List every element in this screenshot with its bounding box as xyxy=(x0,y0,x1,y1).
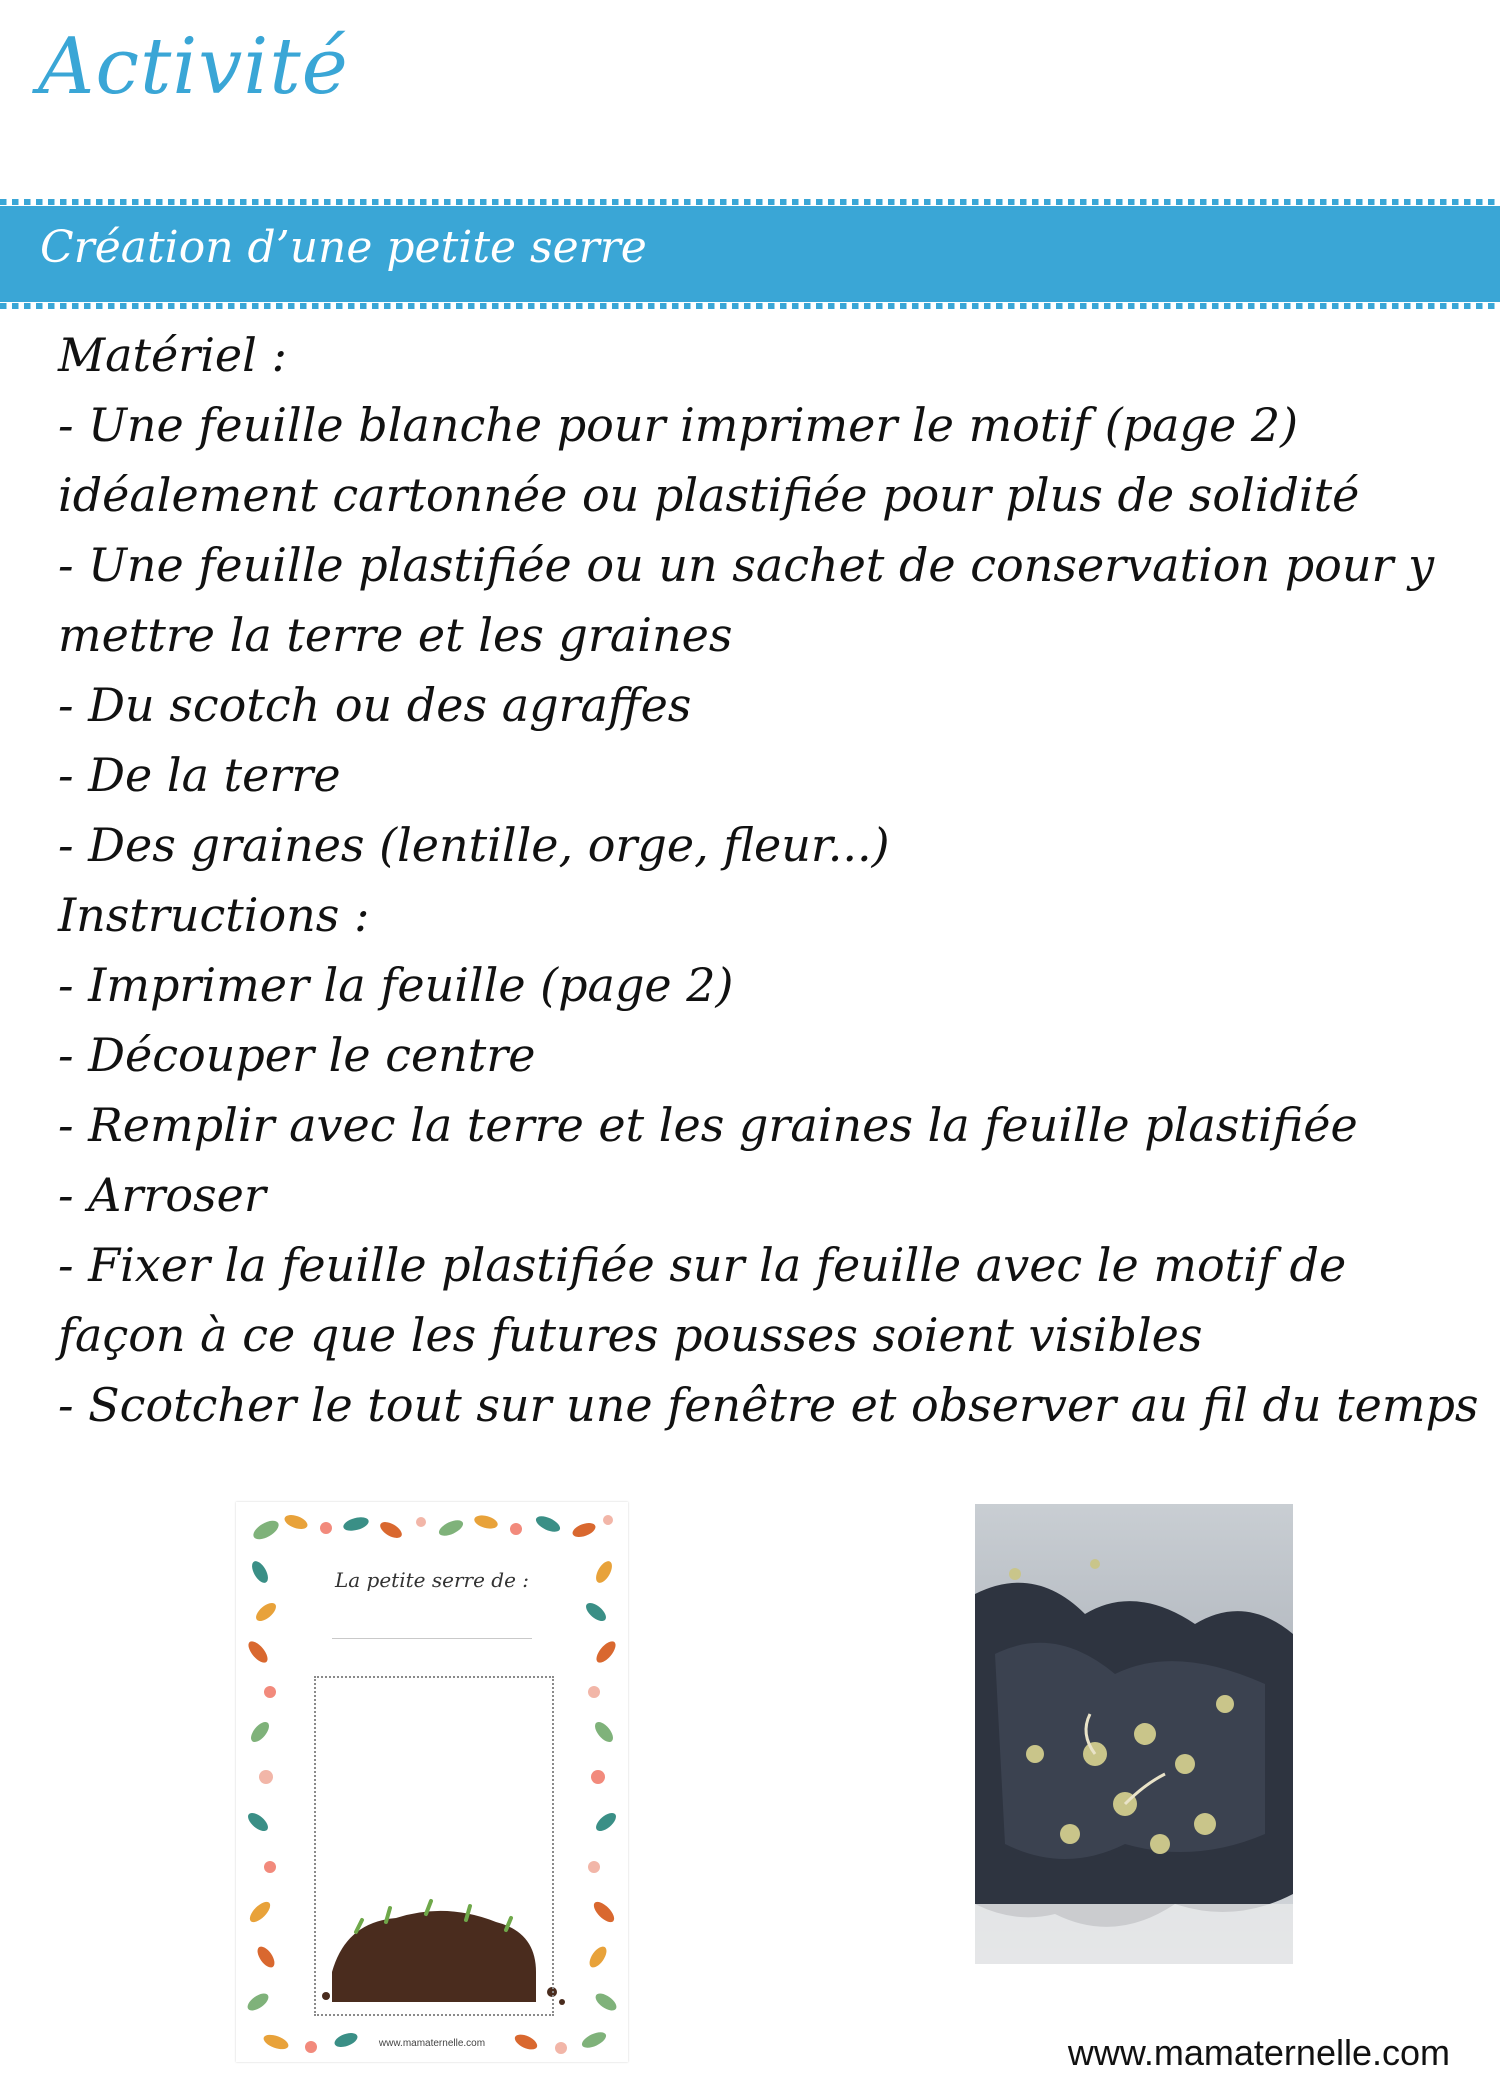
text-line: mettre la terre et les graines xyxy=(58,608,733,662)
cut-out-frame xyxy=(314,1676,554,2016)
text-line: idéalement cartonnée ou plastifiée pour plus de solidité xyxy=(58,468,1360,522)
germinating-seeds-image xyxy=(975,1504,1293,1964)
text-line: façon à ce que les futures pousses soient visibles xyxy=(58,1308,1203,1362)
text-line: - Fixer la feuille plastifiée sur la feuille avec le motif de xyxy=(58,1238,1347,1292)
text-line: - Découper le centre xyxy=(58,1028,536,1082)
instructions-text xyxy=(58,320,1479,1440)
text-line: Matériel : xyxy=(58,328,287,382)
section-banner xyxy=(0,206,1500,302)
banner-title: Création d’une petite serre xyxy=(40,222,647,273)
printable-preview-card xyxy=(236,1502,628,2062)
text-line: - Une feuille blanche pour imprimer le motif (page 2) xyxy=(58,398,1299,452)
text-line: - Une feuille plastifiée ou un sachet de conservation pour y xyxy=(58,538,1435,592)
name-line xyxy=(332,1638,532,1639)
text-line: - Scotcher le tout sur une fenêtre et observer au fil du temps xyxy=(58,1378,1479,1432)
text-line: - Imprimer la feuille (page 2) xyxy=(58,958,734,1012)
text-line: Instructions : xyxy=(58,888,370,942)
seed-photo xyxy=(975,1504,1293,1964)
card-url: www.mamaternelle.com xyxy=(378,2038,486,2049)
page-title: Activité xyxy=(38,22,349,112)
text-line: - Du scotch ou des agraffes xyxy=(58,678,692,732)
card-title: La petite serre de : xyxy=(334,1568,529,1592)
text-line: - Remplir avec la terre et les graines la feuille plastifiée xyxy=(58,1098,1358,1152)
text-line: - De la terre xyxy=(58,748,341,802)
text-line: - Des graines (lentille, orge, fleur...) xyxy=(58,818,890,872)
text-line: - Arroser xyxy=(58,1168,266,1222)
footer-url[interactable]: www.mamaternelle.com xyxy=(1067,2032,1450,2073)
